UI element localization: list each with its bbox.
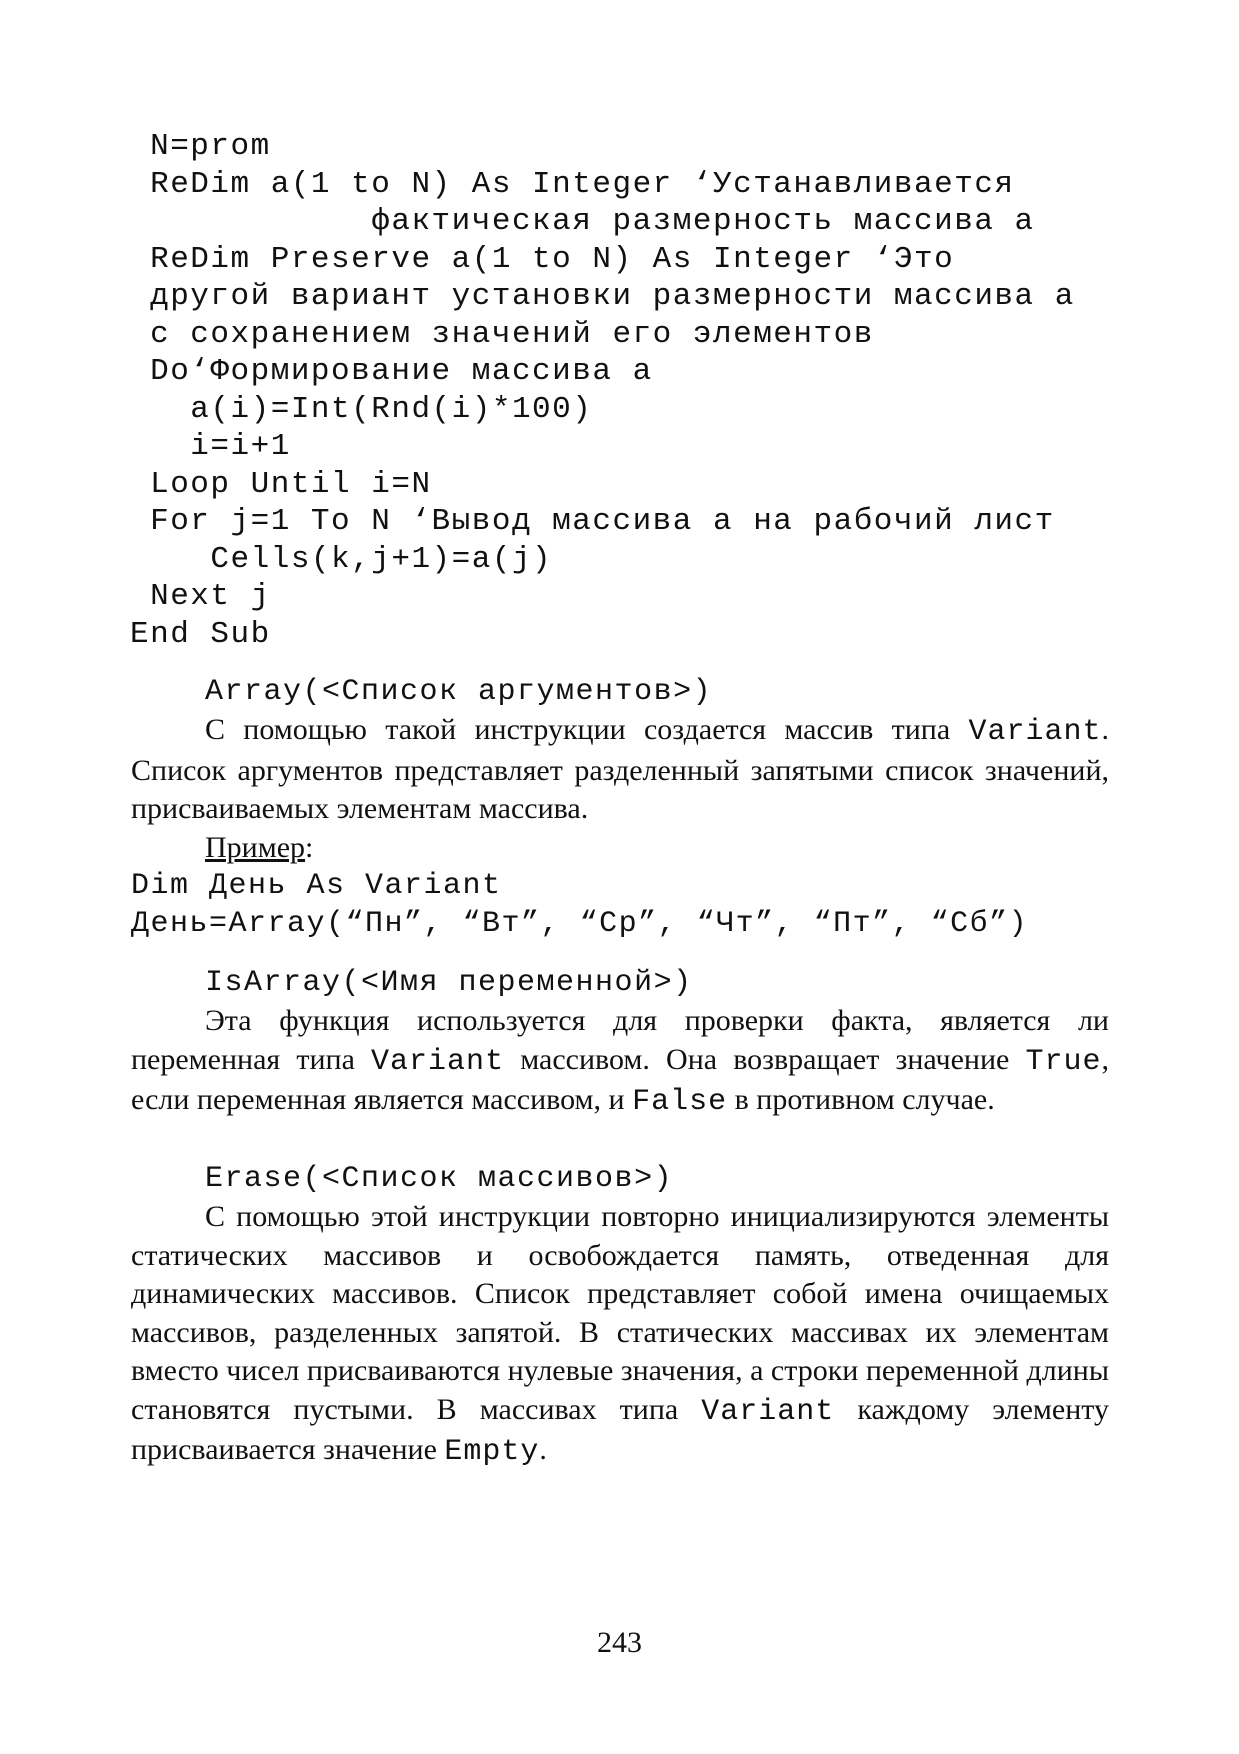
page-number: 243 [597,1626,642,1659]
code-line: другой вариант установки размерности массива a [130,279,1075,314]
code-line: с сохранением значений его элементов [130,316,874,352]
code-line: ReDim Preserve a(1 to N) As Integer ‘Это [130,241,955,277]
code-line: Loop Until i=N [130,466,432,502]
inline-code-false: False [632,1085,728,1119]
isarray-text: массивом. Она возвращает значение [504,1042,1026,1076]
erase-description [131,1198,1109,1472]
inline-code-variant: Variant [371,1044,505,1079]
array-description-text: . Список аргументов представляет разделенный запятыми список значений, присваиваемых элементам массива. [131,713,1109,825]
code-line: ReDim a(1 to N) As Integer ‘Устанавливается [130,166,1015,202]
array-description-text: С помощью такой инструкции создается массив типа [205,713,969,746]
isarray-text: в противном случае. [727,1083,995,1116]
erase-heading: Erase(<Список массивов>) [205,1162,674,1196]
isarray-section [131,964,1109,1122]
example-colon: : [305,830,314,864]
isarray-text: , если переменная является массивом, и [131,1042,1109,1116]
code-line: For j=1 To N ‘Вывод массива a на рабочий лист [130,504,1055,539]
inline-code-variant: Variant [701,1394,835,1429]
array-heading: Array(<Список аргументов>) [205,675,713,709]
code-line: Next j [130,579,271,614]
inline-code-empty: Empty [444,1435,540,1469]
isarray-text: Эта функция используется для проверки факта, является ли переменная типа [131,1004,1109,1076]
example-label [131,829,1109,868]
isarray-heading: IsArray(<Имя переменной>) [205,966,693,1000]
array-description [131,711,1109,829]
isarray-description [131,1002,1109,1122]
erase-text: . [539,1433,547,1466]
code-line: a(i)=Int(Rnd(i)*100) [130,391,593,427]
array-section [131,673,1109,943]
code-line: Do‘Формирование массива a [130,354,653,389]
example-code-line: День=Array(“Пн”, “Вт”, “Ср”, “Чт”, “Пт”, “Сб”) [131,907,1029,941]
erase-text: каждому элементу присваивается значение [131,1392,1109,1466]
erase-section [131,1160,1109,1472]
code-line: End Sub [130,616,271,652]
code-line: N=prom [130,129,271,164]
code-line: фактическая размерность массива a [130,204,1035,239]
code-listing [130,128,1075,653]
inline-code-variant: Variant [968,715,1102,749]
example-label-text: Пример [205,830,306,864]
code-line: Cells(k,j+1)=a(j) [130,541,553,577]
code-line: i=i+1 [130,429,291,464]
example-code-line: Dim День As Variant [131,869,502,903]
erase-text: С помощью этой инструкции повторно инициализируются элементы статических массивов и освобождается память, отведенная для динамических массивов. Список представляет собой имена очищаемых массивов, разделенных запятой. В статических массивах их элементам вместо чисел присваиваются нулевые значения, а строки переменной длины становятся пустыми. В массивах типа [131,1200,1109,1426]
inline-code-true: True [1025,1044,1102,1079]
